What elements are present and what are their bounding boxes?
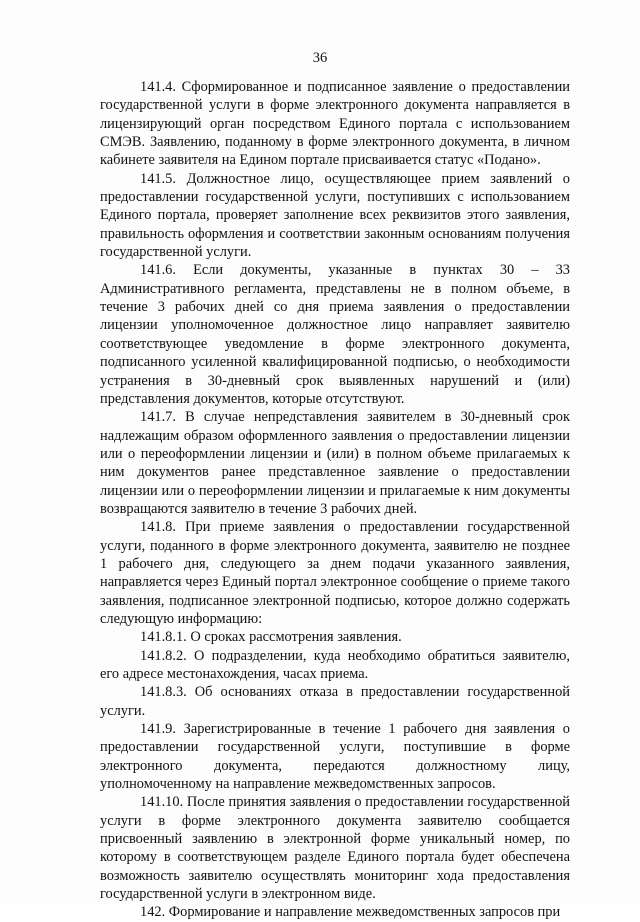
paragraph-141-8-2: 141.8.2. О подразделении, куда необходимо обратиться заявителю, его адресе местонахождения, часах приема. (100, 647, 570, 682)
paragraph-141-8: 141.8. При приеме заявления о предоставлении государственной услуги, поданного в форме электронного документа, заявителю не позднее 1 рабочего дня, следующего за днем подачи указанного заявления, направляется через Единый портал электронное сообщение о приеме такого заявления, подписанное электронной подписью, которое должно содержать следующую информацию: (100, 519, 570, 627)
paragraph-141-10: 141.10. После принятия заявления о предоставлении государственной услуги в форме электронного документа заявителю сообщается присвоенный заявлению в электронной форме уникальный номер, по которому в соответствующем разделе Единого портала будет обеспечена возможность заявителю осуществлять мониторинг хода предоставления государственной услуги в электронном виде. (100, 794, 570, 903)
paragraph-141-4: 141.4. Сформированное и подписанное заявление о предоставлении государственной услуги в форме электронного документа направляется в лицензирующий орган посредством Единого портала с использованием СМЭВ. Заявлению, поданному в форме электронного документа, в личном кабинете заявителя на Едином портале присваивается статус «Подано». (100, 79, 570, 169)
paragraph-141-8-3: 141.8.3. Об основаниях отказа в предоставлении государственной услуги. (100, 684, 570, 719)
paragraph-142: 142. Формирование и направление межведомственных запросов при (140, 904, 561, 921)
paragraph-141-6: 141.6. Если документы, указанные в пунктах 30 – 33 Административного регламента, представлены не в полном объеме, в течение 3 рабочих дней со дня приема заявления о предоставлении лицензии уполномоченное должностное лицо направляет заявителю соответствующее уведомление в форме электронного документа, подписанного усиленной квалифицированной подписью, о необходимости устранения в 30-дневный срок выявленных нарушений и (или) представления документов, которые отсутствуют. (100, 262, 570, 407)
paragraph-141-5: 141.5. Должностное лицо, осуществляющее прием заявлений о предоставлении государственной услуги, поступивших с использованием Единого портала, проверяет заполнение всех реквизитов этого заявления, правильность оформления и соответствии законным основаниям получения государственной услуги. (100, 170, 570, 261)
paragraph-141-7: 141.7. В случае непредставления заявителем в 30-дневный срок надлежащим образом оформленного заявления о предоставлении лицензии или о переоформлении лицензии и (или) в полном объеме прилагаемых к ним документов ранее представленное заявление о предоставлении лицензии или о переоформлении лицензии и прилагаемые к ним документы возвращаются заявителю в течение 3 рабочих дней. (100, 409, 570, 517)
document-body (100, 78, 570, 922)
paragraph-141-9: 141.9. Зарегистрированные в течение 1 рабочего дня заявления о предоставлении государственной услуги, поступившие в форме электронного документа, передаются должностному лицу, уполномоченному на направление межведомственных запросов. (100, 721, 570, 793)
paragraph-141-8-1: 141.8.1. О сроках рассмотрения заявления. (140, 629, 402, 646)
page-number: 36 (312, 50, 328, 66)
